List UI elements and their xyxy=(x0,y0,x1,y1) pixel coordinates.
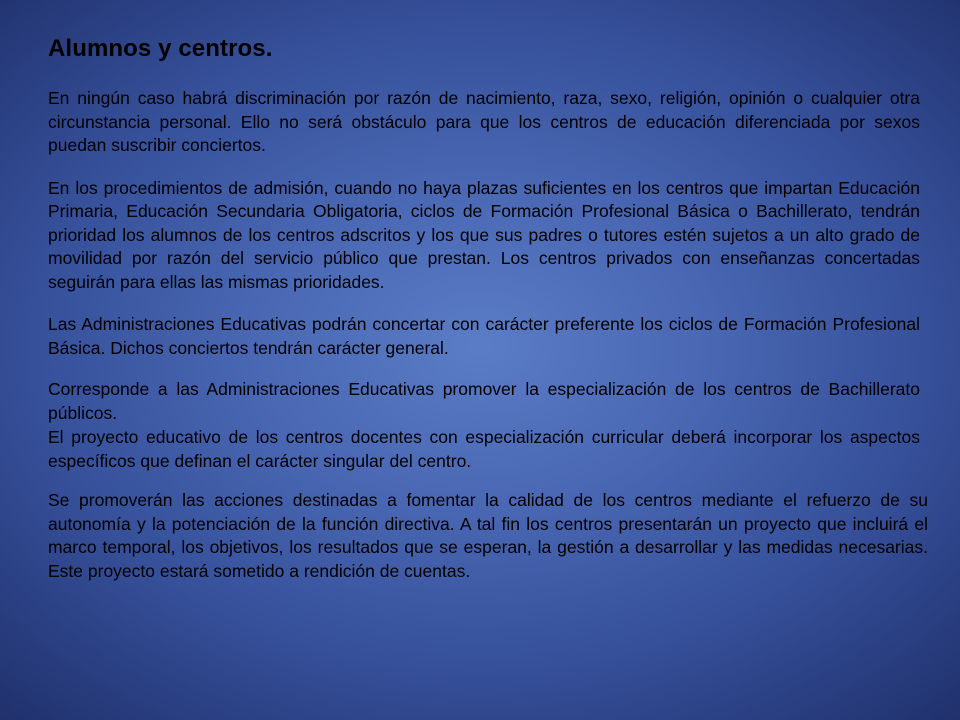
paragraph-agreements: Las Administraciones Educativas podrán concertar con carácter preferente los ciclos de Formación Profesional Básica. Dichos conciertos tendrán carácter general. xyxy=(48,314,920,358)
paragraph-admission: En los procedimientos de admisión, cuando no haya plazas suficientes en los centros que impartan Educación Primaria, Educación Secundaria Obligatoria, ciclos de Formación Profesional Básica o Bachillerato, tendrán prioridad los alumnos de los centros adscritos y los que sus padres o tutores estén sujetos a un alto grado de movilidad por razón del servicio público que prestan. Los centros privados con enseñanzas concertadas seguirán para ellas las mismas prioridades. xyxy=(48,177,920,292)
paragraph-educational-project: El proyecto educativo de los centros docentes con especialización curricular deberá incorporar los aspectos específicos que definan el carácter singular del centro. xyxy=(48,427,920,471)
slide-content xyxy=(48,34,928,583)
paragraph-specialization: Corresponde a las Administraciones Educativas promover la especialización de los centros de Bachillerato públicos. xyxy=(48,379,920,423)
slide-title: Alumnos y centros. xyxy=(48,35,273,62)
paragraph-quality: Se promoverán las acciones destinadas a fomentar la calidad de los centros mediante el refuerzo de su autonomía y la potenciación de la función directiva. A tal fin los centros presentarán un proyecto que incluirá el marco temporal, los objetivos, los resultados que se esperan, la gestión a desarrollar y las medidas necesarias. Este proyecto estará sometido a rendición de cuentas. xyxy=(48,490,928,581)
paragraph-discrimination: En ningún caso habrá discriminación por razón de nacimiento, raza, sexo, religión, opinión o cualquier otra circunstancia personal. Ello no será obstáculo para que los centros de educación diferenciada por sexos puedan suscribir conciertos. xyxy=(48,88,920,155)
